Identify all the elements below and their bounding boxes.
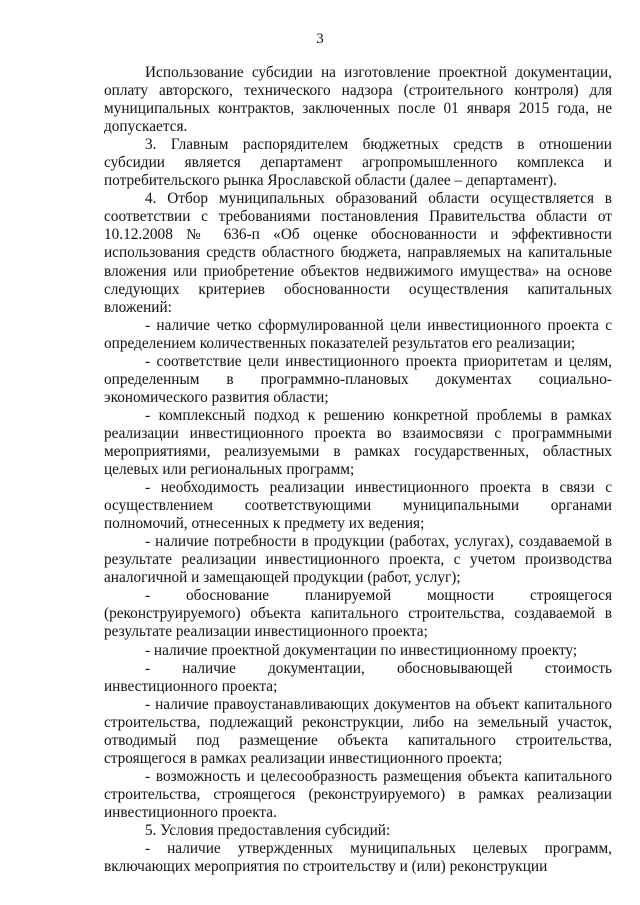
criterion-goal: - наличие четко сформулированной цели инвестиционного проекта с определением количественных показателей результатов его реализации; (104, 316, 612, 352)
paragraph-3-budget-manager: 3. Главным распорядителем бюджетных средств в отношении субсидии является департамент агропромышленного комплекса и потребительского рынка Ярославской области (далее – департамент). (104, 136, 612, 190)
paragraph-4-selection: 4. Отбор муниципальных образований области осуществляется в соответствии с требованиями постановления Правительства области от 10.12.2008 № 636-п «Об оценке обоснованности и эффективности использования средств областного бюджета, направляемых на капитальные вложения или приобретение объектов недвижимого имущества» на основе следующих критериев обоснованности осуществления капитальных вложений: (104, 190, 612, 316)
document-body (104, 64, 612, 876)
page-number: 3 (316, 31, 324, 47)
criterion-necessity: - необходимость реализации инвестиционного проекта в связи с осуществлением соответствующими муниципальными органами полномочий, отнесенных к предмету их ведения; (104, 479, 612, 533)
criterion-demand: - наличие потребности в продукции (работах, услугах), создаваемой в результате реализации инвестиционного проекта, с учетом производства аналогичной и замещающей продукции (работ, услуг); (104, 533, 612, 587)
criterion-project-docs: - наличие проектной документации по инвестиционному проекту; (145, 641, 578, 659)
criterion-priorities: - соответствие цели инвестиционного проекта приоритетам и целям, определенным в программно-плановых документах социально-экономического развития области; (104, 352, 612, 406)
criterion-cost-docs: - наличие документации, обосновывающей стоимость инвестиционного проекта; (104, 659, 612, 695)
criterion-placement: - возможность и целесообразность размещения объекта капитального строительства, строящегося (реконструируемого) в рамках реализации инвестиционного проекта. (104, 767, 612, 821)
criterion-title-docs: - наличие правоустанавливающих документов на объект капитального строительства, подлежащий реконструкции, либо на земельный участок, отводимый под размещение объекта капитального строительства, строящегося в рамках реализации инвестиционного проекта; (104, 695, 612, 767)
criterion-capacity: - обоснование планируемой мощности строящегося (реконструируемого) объекта капитального строительства, создаваемой в результате реализации инвестиционного проекта; (104, 587, 612, 641)
condition-programs: - наличие утвержденных муниципальных целевых программ, включающих мероприятия по строительству и (или) реконструкции (104, 840, 612, 876)
criterion-complex-approach: - комплексный подход к решению конкретной проблемы в рамках реализации инвестиционного проекта во взаимосвязи с программными мероприятиями, реализуемыми в рамках государственных, областных целевых или региональных программ; (104, 406, 612, 479)
paragraph-subsidy-restriction: Использование субсидии на изготовление проектной документации, оплату авторского, технического надзора (строительного контроля) для муниципальных контрактов, заключенных после 01 января 2015 года, не допускается. (104, 64, 612, 136)
paragraph-5-conditions: 5. Условия предоставления субсидий: (145, 821, 391, 839)
